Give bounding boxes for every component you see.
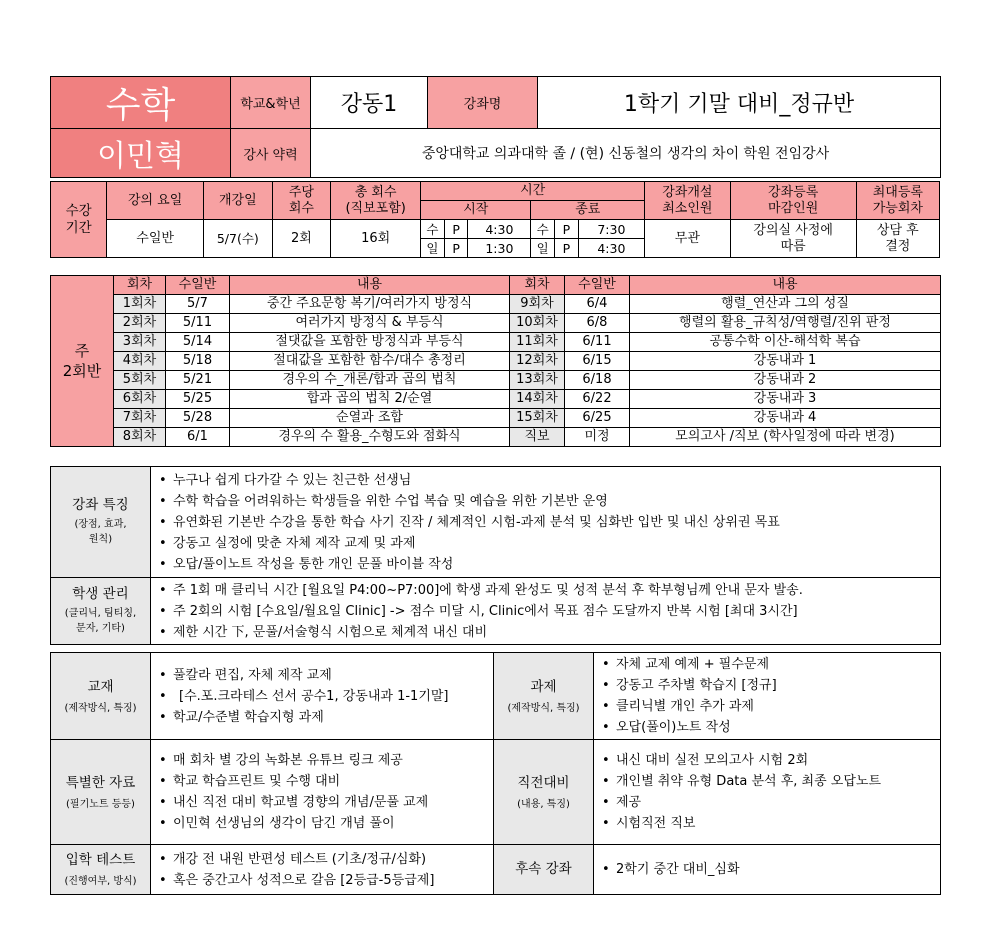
schedule-round-cell: 3회차 — [114, 333, 166, 352]
period-start-date: 5/7(수) — [204, 220, 273, 258]
schedule-date-cell: 5/25 — [166, 390, 230, 409]
period-h-total: 총 회수 (직보포함) — [331, 182, 421, 220]
schedule-content-cell: 강동내과 3 — [630, 390, 941, 409]
period-min-people: 무관 — [645, 220, 731, 258]
schedule-content-cell: 강동내과 2 — [630, 371, 941, 390]
list-item: • 제한 시간 下, 문풀/서술형식 시험으로 체계적 내신 대비 — [159, 622, 940, 643]
schedule-content-cell: 합과 곱의 법칙 2/순열 — [230, 390, 510, 409]
school-value: 강동1 — [311, 77, 428, 129]
subject-title: 수학 — [51, 77, 231, 129]
entrance-content — [151, 845, 494, 895]
period-close-people: 강의실 사정에 따름 — [730, 220, 856, 258]
entrance-sub: (진행여부, 방식) — [64, 876, 137, 887]
slot-start-time: 4:30 — [468, 220, 531, 239]
schedule-date-cell: 6/25 — [565, 409, 630, 428]
list-item: • [수.포.크라테스 선서 공수1, 강동내과 1-1기말] — [159, 686, 493, 707]
schedule-round-cell: 7회차 — [114, 409, 166, 428]
period-h-min: 강좌개설 최소인원 — [645, 182, 731, 220]
schedule-content-cell: 여러가지 방정식 & 부등식 — [230, 314, 510, 333]
schedule-date-cell: 6/18 — [565, 371, 630, 390]
period-h-time: 시간 — [421, 182, 645, 201]
textbook-list — [151, 665, 493, 728]
schedule-round-cell: 직보 — [510, 428, 565, 447]
list-item: • 이민혁 선생님의 생각이 담긴 개념 풀이 — [159, 813, 493, 834]
list-item: • 풀칼라 편집, 자체 제작 교제 — [159, 665, 493, 686]
period-max-round: 상담 후 결정 — [856, 220, 939, 258]
list-item: • 주 1회 매 클리닉 시간 [월요일 P4:00~P7:00]에 학생 과제 완성도 및 성적 분석 후 학부형님께 안내 문자 발송. — [159, 580, 940, 601]
list-item: • 강동고 실정에 맞춘 자체 제작 교제 및 과제 — [159, 533, 940, 554]
list-item: • 내신 대비 실전 모의고사 시험 2회 — [602, 750, 940, 771]
schedule-round-cell: 15회차 — [510, 409, 565, 428]
list-item: • 자체 교제 예제 + 필수문제 — [602, 654, 940, 675]
special-list — [151, 750, 493, 834]
list-item: • 클리닉별 개인 추가 과제 — [602, 696, 940, 717]
schedule-side-label: 주 2회반 — [51, 276, 114, 447]
list-item: • 강동고 주차별 학습지 [정규] — [602, 675, 940, 696]
schedule-h-day: 수일반 — [166, 276, 230, 295]
period-h-close: 강좌등록 마감인원 — [730, 182, 856, 220]
material-table — [50, 652, 941, 895]
period-h-weekly: 주당 회수 — [272, 182, 331, 220]
management-list — [151, 580, 940, 643]
period-h-max: 최대등록 가능회차 — [856, 182, 939, 220]
schedule-date-cell: 5/21 — [166, 371, 230, 390]
features-content — [151, 467, 941, 578]
schedule-round-cell: 11회차 — [510, 333, 565, 352]
slot-end-day: 수 — [531, 220, 555, 239]
management-sub: (클리닉, 팀티칭, 문자, 기타) — [64, 608, 137, 634]
list-item: • 개인별 취약 유형 Data 분석 후, 최종 오답노트 — [602, 771, 940, 792]
schedule-round-cell: 12회차 — [510, 352, 565, 371]
list-item: • 시험직전 직보 — [602, 813, 940, 834]
final-title: 직전대비 — [517, 774, 570, 791]
schedule-content-cell: 행렬의 활용_규칙성/역행렬/진위 판정 — [630, 314, 941, 333]
schedule-date-cell: 6/4 — [565, 295, 630, 314]
special-sub: (필기노트 등등) — [66, 798, 135, 810]
textbook-content — [151, 653, 494, 740]
schedule-table — [50, 275, 941, 447]
schedule-h-day: 수일반 — [565, 276, 630, 295]
features-list — [151, 470, 940, 575]
schedule-content-cell: 경우의 수_개론/합과 곱의 법칙 — [230, 371, 510, 390]
teacher-name: 이민혁 — [51, 129, 231, 178]
school-label: 학교&학년 — [231, 77, 311, 129]
textbook-sub: (제작방식, 특징) — [64, 702, 137, 714]
schedule-date-cell: 5/18 — [166, 352, 230, 371]
schedule-round-cell: 13회차 — [510, 371, 565, 390]
final-content — [594, 740, 941, 845]
slot-start-day: 수 — [421, 220, 445, 239]
list-item: • 누구나 쉽게 다가갈 수 있는 친근한 선생님 — [159, 470, 940, 491]
career-value: 중앙대학교 의과대학 졸 / (현) 신동철의 생각의 차이 학원 전임강사 — [311, 129, 941, 178]
slot-end-time: 4:30 — [578, 239, 644, 258]
schedule-h-round: 회차 — [114, 276, 166, 295]
schedule-round-cell: 4회차 — [114, 352, 166, 371]
schedule-round-cell: 6회차 — [114, 390, 166, 409]
list-item: • 혹은 중간고사 성적으로 갈음 [2등급-5등급제] — [159, 870, 493, 891]
course-value: 1학기 기말 대비_정규반 — [538, 77, 941, 129]
list-item: • 내신 직전 대비 학교별 경향의 개념/문풀 교제 — [159, 792, 493, 813]
list-item: • 오답(풀이)노트 작성 — [602, 717, 940, 738]
schedule-round-cell: 9회차 — [510, 295, 565, 314]
period-h-day: 강의 요일 — [107, 182, 204, 220]
management-content — [151, 578, 941, 645]
slot-start-time: 1:30 — [468, 239, 531, 258]
list-item: • 2학기 중간 대비_심화 — [602, 859, 940, 880]
slot-end-ampm: P — [555, 239, 579, 258]
final-label — [494, 740, 594, 845]
homework-sub: (제작방식, 특징) — [507, 702, 580, 714]
schedule-round-cell: 8회차 — [114, 428, 166, 447]
course-label: 강좌명 — [428, 77, 538, 129]
period-h-time-end: 종료 — [531, 201, 645, 220]
list-item: • 학교 학습프린트 및 수행 대비 — [159, 771, 493, 792]
schedule-content-cell: 중간 주요문항 복기/여러가지 방정식 — [230, 295, 510, 314]
career-label: 강사 약력 — [231, 129, 311, 178]
list-item: • 개강 전 내원 반편성 테스트 (기초/정규/심화) — [159, 849, 493, 870]
schedule-content-cell: 경우의 수 활용_수형도와 점화식 — [230, 428, 510, 447]
followup-content — [594, 845, 941, 895]
management-label — [51, 578, 151, 645]
entrance-list — [151, 849, 493, 891]
list-item: • 주 2회의 시험 [수요일/월요일 Clinic] -> 점수 미달 시, Clinic에서 목표 점수 도달까지 반복 시험 [최대 3시간] — [159, 601, 940, 622]
schedule-content-cell: 절대값을 포함한 함수/대수 총정리 — [230, 352, 510, 371]
homework-label — [494, 653, 594, 740]
features-title: 강좌 특징 — [72, 497, 129, 513]
schedule-date-cell: 5/7 — [166, 295, 230, 314]
schedule-date-cell: 5/14 — [166, 333, 230, 352]
homework-list — [594, 654, 940, 738]
followup-list — [594, 859, 940, 880]
final-list — [594, 750, 940, 834]
schedule-content-cell: 행렬_연산과 그의 성질 — [630, 295, 941, 314]
schedule-content-cell: 공통수학 이산-해석학 복습 — [630, 333, 941, 352]
slot-end-ampm: P — [555, 220, 579, 239]
special-title: 특별한 자료 — [65, 774, 136, 791]
period-weekly: 2회 — [272, 220, 331, 258]
schedule-round-cell: 10회차 — [510, 314, 565, 333]
schedule-content-cell: 모의고사 /직보 (학사일정에 따라 변경) — [630, 428, 941, 447]
list-item: • 유연화된 기본반 수강을 통한 학습 사기 진작 / 체계적인 시험-과제 분석 및 심화반 입반 및 내신 상위권 목표 — [159, 512, 940, 533]
schedule-round-cell: 14회차 — [510, 390, 565, 409]
list-item: • 제공 — [602, 792, 940, 813]
list-item: • 오답/풀이노트 작성을 통한 개인 문풀 바이블 작성 — [159, 554, 940, 575]
schedule-round-cell: 1회차 — [114, 295, 166, 314]
slot-start-ampm: P — [444, 220, 468, 239]
schedule-date-cell: 미정 — [565, 428, 630, 447]
info-table — [50, 466, 941, 645]
followup-title: 후속 강좌 — [515, 861, 572, 877]
list-item: • 매 회차 별 강의 녹화본 유튜브 링크 제공 — [159, 750, 493, 771]
schedule-content-cell: 절댓값을 포함한 방정식과 부등식 — [230, 333, 510, 352]
followup-label — [494, 845, 594, 895]
schedule-date-cell: 6/15 — [565, 352, 630, 371]
schedule-h-content: 내용 — [230, 276, 510, 295]
schedule-content-cell: 강동내과 1 — [630, 352, 941, 371]
schedule-date-cell: 5/11 — [166, 314, 230, 333]
slot-end-day: 일 — [531, 239, 555, 258]
features-label — [51, 467, 151, 578]
homework-content — [594, 653, 941, 740]
final-sub: (내용, 특징) — [517, 798, 570, 810]
schedule-content-cell: 강동내과 4 — [630, 409, 941, 428]
homework-title: 과제 — [530, 678, 557, 695]
list-item: • 학교/수준별 학습지형 과제 — [159, 707, 493, 728]
special-label — [51, 740, 151, 845]
schedule-round-cell: 5회차 — [114, 371, 166, 390]
period-h-time-start: 시작 — [421, 201, 531, 220]
schedule-date-cell: 6/1 — [166, 428, 230, 447]
header-table — [50, 76, 941, 178]
schedule-date-cell: 6/22 — [565, 390, 630, 409]
textbook-title: 교재 — [87, 678, 114, 695]
period-h-start: 개강일 — [204, 182, 273, 220]
schedule-date-cell: 6/11 — [565, 333, 630, 352]
period-total: 16회 — [331, 220, 421, 258]
features-sub: (장점, 효과, 원칙) — [74, 519, 127, 545]
management-title: 학생 관리 — [72, 586, 129, 602]
period-table — [50, 181, 940, 258]
slot-start-day: 일 — [421, 239, 445, 258]
schedule-round-cell: 2회차 — [114, 314, 166, 333]
schedule-h-content: 내용 — [630, 276, 941, 295]
schedule-date-cell: 6/8 — [565, 314, 630, 333]
schedule-content-cell: 순열과 조합 — [230, 409, 510, 428]
period-day: 수일반 — [107, 220, 204, 258]
list-item: • 수학 학습을 어려워하는 학생들을 위한 수업 복습 및 예습을 위한 기본반 운영 — [159, 491, 940, 512]
textbook-label — [51, 653, 151, 740]
slot-start-ampm: P — [444, 239, 468, 258]
entrance-label — [51, 845, 151, 895]
period-side-label: 수강 기간 — [51, 182, 107, 258]
special-content — [151, 740, 494, 845]
slot-end-time: 7:30 — [578, 220, 644, 239]
schedule-date-cell: 5/28 — [166, 409, 230, 428]
schedule-h-round: 회차 — [510, 276, 565, 295]
entrance-title: 입학 테스트 — [65, 852, 136, 868]
